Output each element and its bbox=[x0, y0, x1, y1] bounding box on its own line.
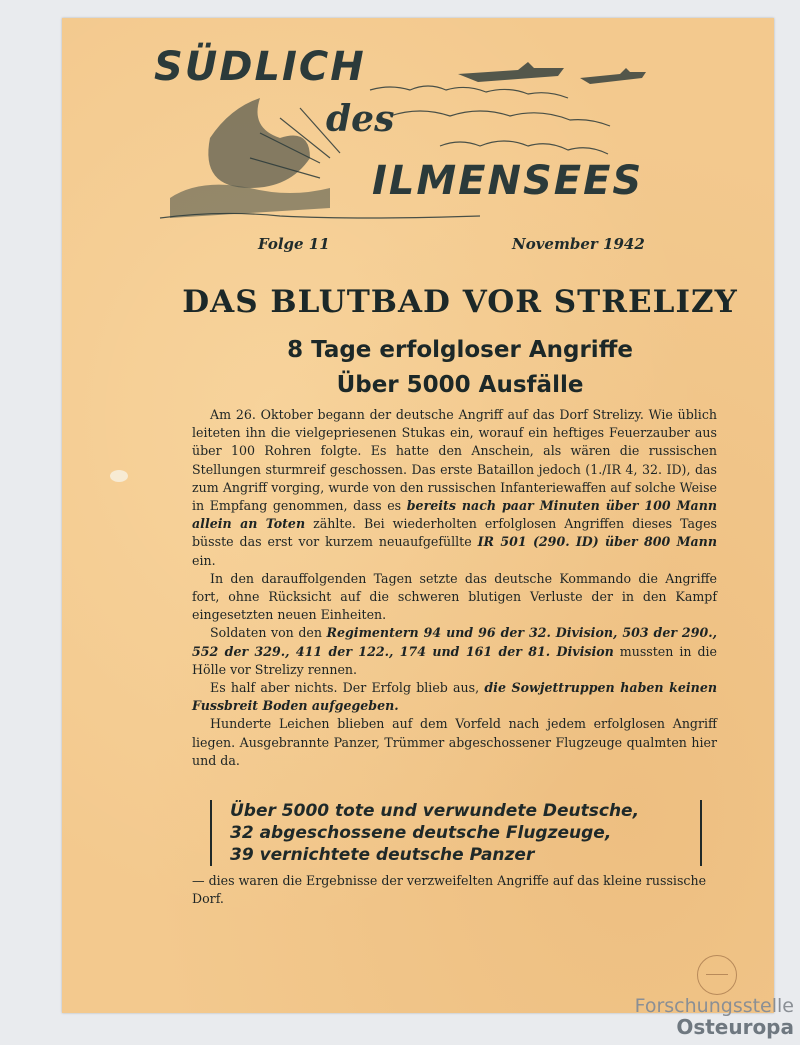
paragraph-emphasis: die Sowjettruppen haben keinen Fussbreit Boden aufgegeben. bbox=[192, 680, 717, 714]
paragraph-text: Es half aber nichts. Der Erfolg blieb aus, bbox=[210, 680, 480, 696]
headline-subtitle-1: 8 Tage erfolgloser Angriffe bbox=[287, 337, 633, 363]
issue-date: November 1942 bbox=[512, 235, 645, 253]
summary-line-1: Über 5000 tote und verwundete Deutsche, bbox=[230, 801, 640, 821]
paragraph-text: Am 26. Oktober begann der deutsche Angriff auf das Dorf Strelizy. Wie üblich leiteten ihn die vielgepriesenen Stukas ein, worauf ein heftiges Feuerzauber aus über 100 Rohren folgte. Es hatte den Anschein, als wären die russischen Stellungen sturmreif geschossen. Das erste Bataillon jedoch (1./IR 4, 32. ID), das zum Angriff vorging, wurde von den russischen Infanteriewaffen auf solche Weise in Empfang genommen, dass es bbox=[192, 407, 717, 514]
headline-subtitle-2: Über 5000 Ausfälle bbox=[336, 372, 584, 398]
masthead-title-line3: ILMENSEES bbox=[372, 158, 644, 204]
article-paragraph-4 bbox=[192, 679, 717, 715]
bomber-plane-icon bbox=[458, 62, 564, 82]
archive-stamp-icon bbox=[697, 955, 737, 995]
masthead-title-line2: des bbox=[326, 98, 395, 140]
masthead bbox=[140, 38, 650, 228]
explosion-icon bbox=[208, 98, 310, 188]
summary-line-3: 39 vernichtete deutsche Panzer bbox=[230, 845, 535, 865]
paragraph-text: Soldaten von den bbox=[210, 625, 322, 641]
article-paragraph-1 bbox=[192, 406, 717, 570]
watermark-line2: Osteuropa bbox=[676, 1015, 794, 1039]
summary-line-2: 32 abgeschossene deutsche Flugzeuge, bbox=[230, 823, 612, 843]
article-paragraph-3 bbox=[192, 624, 717, 679]
paragraph-text: mussten in die Hölle vor Strelizy rennen. bbox=[192, 643, 717, 677]
masthead-title-line1: SÜDLICH bbox=[154, 44, 366, 90]
casualty-summary-box bbox=[210, 800, 702, 866]
paragraph-emphasis: IR 501 (290. ID) über 800 Mann bbox=[477, 534, 717, 550]
article-paragraph-2: In den darauffolgenden Tagen setzte das deutsche Kommando die Angriffe fort, ohne Rücksicht auf die schweren blutigen Verluste der in den Kampf eingesetzten neuen Einheiten. bbox=[192, 570, 717, 623]
paragraph-emphasis: Regimentern 94 und 96 der 32. Division, 503 der 290., 552 der 329., 411 der 122., 174 und 161 der 81. Division bbox=[192, 625, 717, 659]
paragraph-emphasis: bereits nach paar Minuten über 100 Mann allein an Toten bbox=[192, 498, 718, 532]
paragraph-text: zählte. Bei wiederholten erfolglosen Angriffen dieses Tages büsste das erst vor kurzem neuaufgefüllte bbox=[192, 516, 717, 550]
plane-icon bbox=[580, 68, 646, 84]
article-body bbox=[192, 406, 717, 770]
headline-title: DAS BLUTBAD VOR STRELIZY bbox=[182, 284, 738, 320]
paragraph-text: ein. bbox=[192, 552, 216, 568]
article-paragraph-5: Hunderte Leichen blieben auf dem Vorfeld nach jedem erfolglosen Angriff liegen. Ausgebrannte Panzer, Trümmer abgeschossener Flugzeuge qualmten hier und da. bbox=[192, 716, 717, 768]
watermark-line1: Forschungsstelle bbox=[634, 995, 794, 1017]
paper-hole bbox=[110, 470, 128, 482]
issue-number: Folge 11 bbox=[258, 235, 330, 253]
closing-sentence: — dies waren die Ergebnisse der verzweifelten Angriffe auf das kleine russische Dorf. bbox=[192, 873, 707, 907]
